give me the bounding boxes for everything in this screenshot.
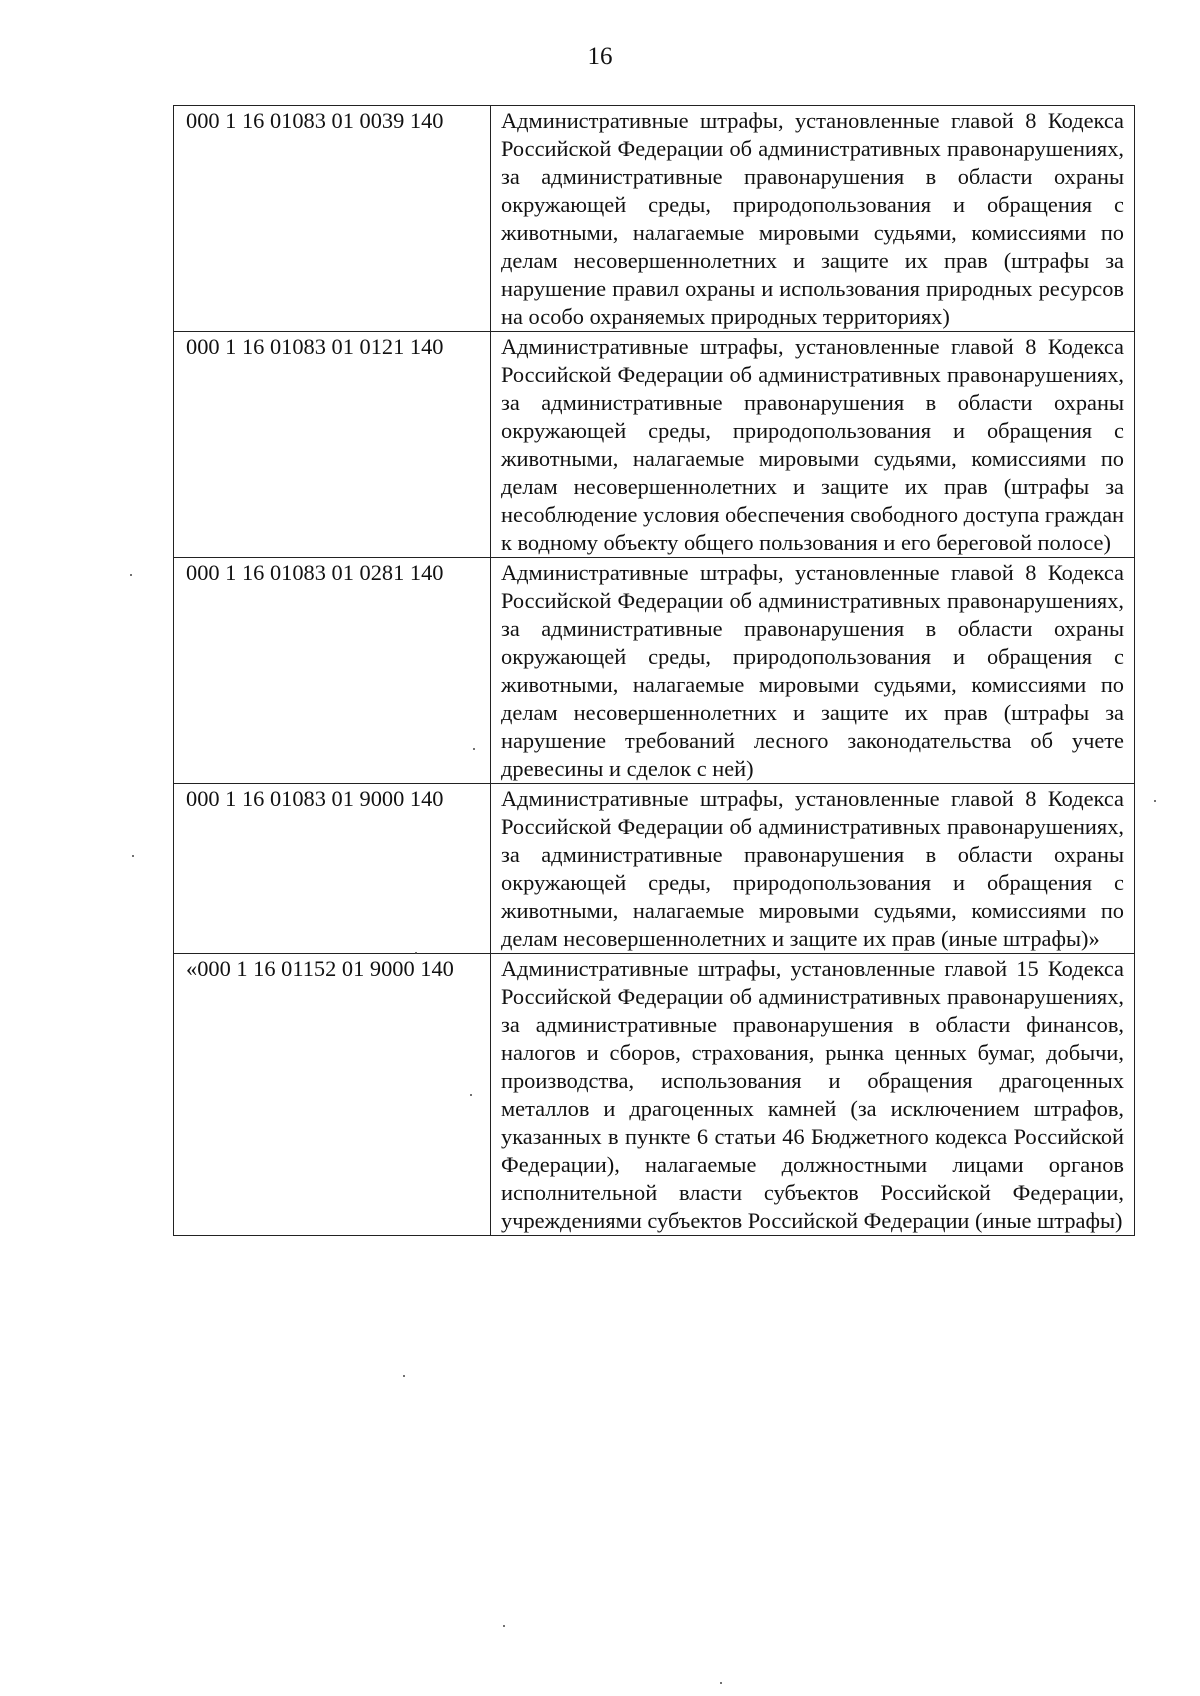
budget-code: 000 1 16 01083 01 0121 140 — [174, 332, 491, 558]
table-row — [174, 954, 1135, 1236]
budget-codes-table — [173, 105, 1135, 1236]
scan-speck — [403, 1375, 405, 1377]
budget-code: 000 1 16 01083 01 0281 140 — [174, 558, 491, 784]
table-row — [174, 558, 1135, 784]
table-row — [174, 332, 1135, 558]
table-row — [174, 784, 1135, 954]
scan-speck — [720, 1682, 722, 1684]
code-description: Административные штрафы, установленные главой 8 Кодекса Российской Федерации об административных правонарушениях, за административные правонарушения в области охраны окружающей среды, природопользования и обращения с животными, налагаемые мировыми судьями, комиссиями по делам несовершеннолетних и защите их прав (штрафы за нарушение правил охраны и использования природных ресурсов на особо охраняемых природных территориях) — [491, 106, 1135, 332]
scan-speck — [415, 952, 417, 954]
code-description: Административные штрафы, установленные главой 8 Кодекса Российской Федерации об административных правонарушениях, за административные правонарушения в области охраны окружающей среды, природопользования и обращения с животными, налагаемые мировыми судьями, комиссиями по делам несовершеннолетних и защите их прав (иные штрафы)» — [491, 784, 1135, 954]
scan-speck — [130, 574, 132, 576]
budget-code: 000 1 16 01083 01 9000 140 — [174, 784, 491, 954]
scan-speck — [132, 855, 134, 857]
scan-speck — [470, 1094, 472, 1096]
scan-speck — [503, 1625, 505, 1627]
scan-speck — [1154, 800, 1156, 802]
budget-code: «000 1 16 01152 01 9000 140 — [174, 954, 491, 1236]
scan-speck — [473, 748, 475, 750]
table-row — [174, 106, 1135, 332]
code-description: Административные штрафы, установленные главой 8 Кодекса Российской Федерации об административных правонарушениях, за административные правонарушения в области охраны окружающей среды, природопользования и обращения с животными, налагаемые мировыми судьями, комиссиями по делам несовершеннолетних и защите их прав (штрафы за нарушение требований лесного законодательства об учете древесины и сделок с ней) — [491, 558, 1135, 784]
page-number: 16 — [587, 43, 613, 70]
code-description: Административные штрафы, установленные главой 15 Кодекса Российской Федерации об административных правонарушениях, за административные правонарушения в области финансов, налогов и сборов, страхования, рынка ценных бумаг, добычи, производства, использования и обращения драгоценных металлов и драгоценных камней (за исключением штрафов, указанных в пункте 6 статьи 46 Бюджетного кодекса Российской Федерации), налагаемые должностными лицами органов исполнительной власти субъектов Российской Федерации, учреждениями субъектов Российской Федерации (иные штрафы) — [491, 954, 1135, 1236]
code-description: Административные штрафы, установленные главой 8 Кодекса Российской Федерации об административных правонарушениях, за административные правонарушения в области охраны окружающей среды, природопользования и обращения с животными, налагаемые мировыми судьями, комиссиями по делам несовершеннолетних и защите их прав (штрафы за несоблюдение условия обеспечения свободного доступа граждан к водному объекту общего пользования и его береговой полосе) — [491, 332, 1135, 558]
budget-code: 000 1 16 01083 01 0039 140 — [174, 106, 491, 332]
